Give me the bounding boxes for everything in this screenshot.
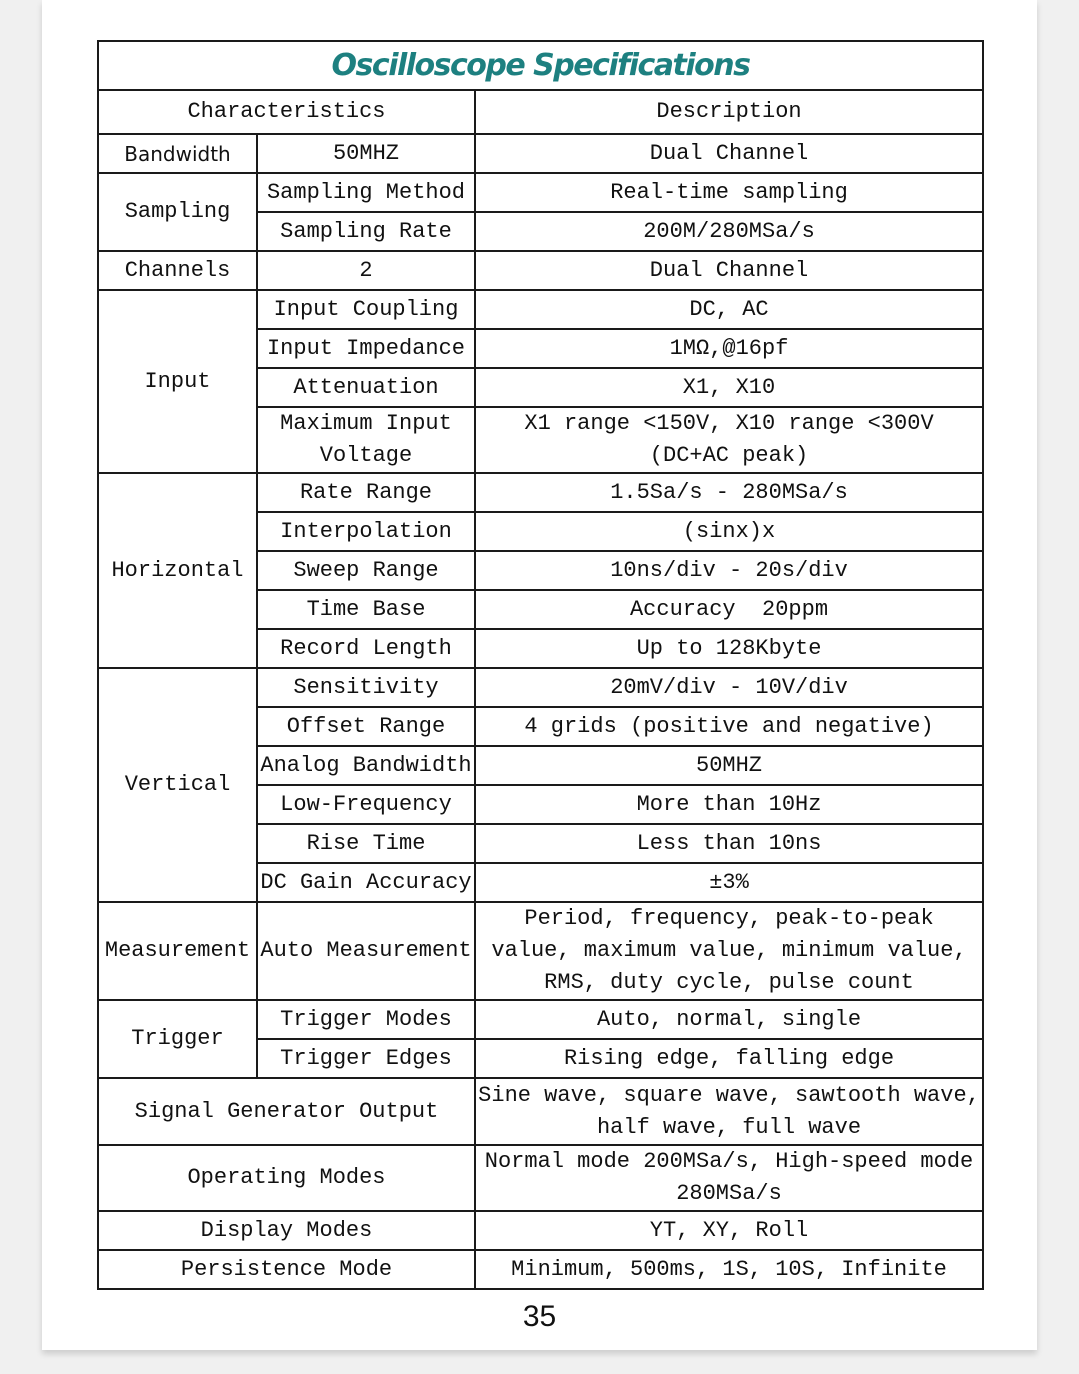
subcategory-cell: Rise Time [257, 824, 475, 863]
description-cell: Less than 10ns [475, 824, 983, 863]
subcategory-cell: Record Length [257, 629, 475, 668]
description-cell: Dual Channel [475, 251, 983, 290]
category-cell: Measurement [98, 902, 257, 1000]
description-cell: Normal mode 200MSa/s, High-speed mode 280MSa/s [475, 1145, 983, 1211]
subcategory-cell: Attenuation [257, 368, 475, 407]
category-cell: Signal Generator Output [98, 1078, 475, 1145]
description-cell: DC, AC [475, 290, 983, 329]
description-cell: 1MΩ,@16pf [475, 329, 983, 368]
table-row [98, 473, 983, 512]
table-title: Oscilloscope Specifications [98, 41, 983, 90]
subcategory-cell: Input Impedance [257, 329, 475, 368]
description-cell: Sine wave, square wave, sawtooth wave, half wave, full wave [475, 1078, 983, 1145]
subcategory-cell: Sensitivity [257, 668, 475, 707]
subcategory-cell: Trigger Edges [257, 1039, 475, 1078]
table-row [98, 1145, 983, 1211]
subcategory-cell: 50MHZ [257, 134, 475, 173]
subcategory-cell: DC Gain Accuracy [257, 863, 475, 902]
table-row [98, 1211, 983, 1250]
category-cell: Vertical [98, 668, 257, 902]
description-cell: Period, frequency, peak-to-peak value, maximum value, minimum value, RMS, duty cycle, pulse count [475, 902, 983, 1000]
subcategory-cell: Low-Frequency [257, 785, 475, 824]
description-cell: 1.5Sa/s - 280MSa/s [475, 473, 983, 512]
table-row [98, 134, 983, 173]
category-cell: Horizontal [98, 473, 257, 668]
subcategory-cell: Maximum Input Voltage [257, 407, 475, 473]
category-cell: Bandwidth [98, 134, 257, 173]
table-row [98, 290, 983, 329]
table-row [98, 1000, 983, 1039]
description-cell: ±3% [475, 863, 983, 902]
specifications-table [97, 40, 984, 1290]
subcategory-cell: Rate Range [257, 473, 475, 512]
subcategory-cell: Auto Measurement [257, 902, 475, 1000]
subcategory-cell: Trigger Modes [257, 1000, 475, 1039]
header-description: Description [475, 90, 983, 134]
description-cell: Auto, normal, single [475, 1000, 983, 1039]
table-row [98, 173, 983, 212]
subcategory-cell: Sampling Rate [257, 212, 475, 251]
document-page [42, 0, 1037, 1350]
description-cell: More than 10Hz [475, 785, 983, 824]
description-cell: 200M/280MSa/s [475, 212, 983, 251]
description-cell: Up to 128Kbyte [475, 629, 983, 668]
category-cell: Persistence Mode [98, 1250, 475, 1289]
table-row [98, 251, 983, 290]
category-cell: Display Modes [98, 1211, 475, 1250]
subcategory-cell: Sweep Range [257, 551, 475, 590]
category-cell: Input [98, 290, 257, 473]
description-cell: YT, XY, Roll [475, 1211, 983, 1250]
description-cell: 4 grids (positive and negative) [475, 707, 983, 746]
category-cell: Operating Modes [98, 1145, 475, 1211]
description-cell: Minimum, 500ms, 1S, 10S, Infinite [475, 1250, 983, 1289]
description-cell: (sinx)x [475, 512, 983, 551]
table-row [98, 902, 983, 1000]
subcategory-cell: Interpolation [257, 512, 475, 551]
category-cell: Trigger [98, 1000, 257, 1078]
category-cell: Sampling [98, 173, 257, 251]
subcategory-cell: Sampling Method [257, 173, 475, 212]
category-cell: Channels [98, 251, 257, 290]
description-cell: X1 range <150V, X10 range <300V (DC+AC peak) [475, 407, 983, 473]
description-cell: 50MHZ [475, 746, 983, 785]
description-cell: X1, X10 [475, 368, 983, 407]
description-cell: Rising edge, falling edge [475, 1039, 983, 1078]
description-cell: 20mV/div - 10V/div [475, 668, 983, 707]
page-number: 35 [522, 1300, 557, 1333]
subcategory-cell: 2 [257, 251, 475, 290]
description-cell: 10ns/div - 20s/div [475, 551, 983, 590]
description-cell: Dual Channel [475, 134, 983, 173]
table-row [98, 1250, 983, 1289]
subcategory-cell: Offset Range [257, 707, 475, 746]
subcategory-cell: Analog Bandwidth [257, 746, 475, 785]
subcategory-cell: Input Coupling [257, 290, 475, 329]
description-cell: Accuracy 20ppm [475, 590, 983, 629]
table-row [98, 668, 983, 707]
subcategory-cell: Time Base [257, 590, 475, 629]
header-characteristics: Characteristics [98, 90, 475, 134]
description-cell: Real-time sampling [475, 173, 983, 212]
table-row [98, 1078, 983, 1145]
header-row [98, 90, 983, 134]
